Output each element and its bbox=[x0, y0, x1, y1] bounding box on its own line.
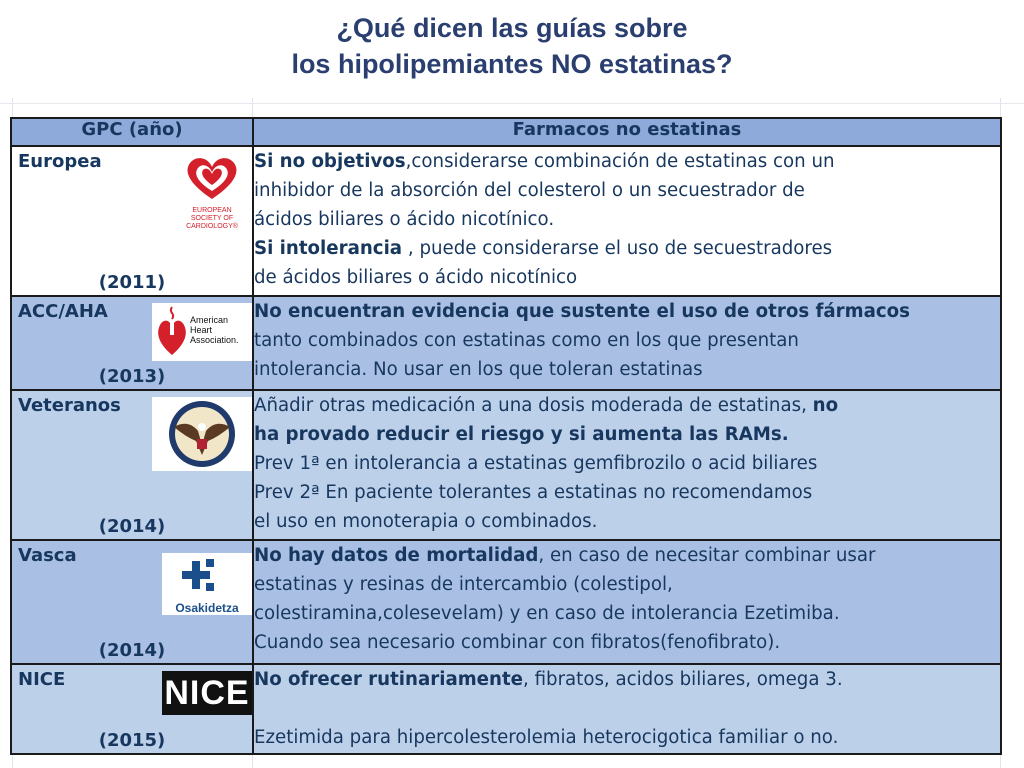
va-eagle-seal-logo-icon bbox=[152, 397, 252, 471]
guide-cell bbox=[11, 296, 253, 390]
text-bold: No hay datos de mortalidad bbox=[254, 545, 539, 566]
logo-text: EUROPEAN bbox=[192, 207, 232, 214]
table-row-veteranos bbox=[11, 390, 1001, 540]
text-line: estatinas y resinas de intercambio (colestipol, bbox=[254, 574, 673, 595]
guide-cell bbox=[11, 146, 253, 296]
aha-torch-heart-logo-icon bbox=[152, 303, 252, 361]
text-line: Prev 1ª en intolerancia a estatinas gemfibrozilo o acid biliares bbox=[254, 453, 818, 474]
guidelines-table bbox=[10, 117, 1002, 755]
guide-cell bbox=[11, 540, 253, 664]
text-line: inhibidor de la absorción del colesterol o un secuestrador de bbox=[254, 180, 805, 201]
logo-text: Heart bbox=[190, 325, 213, 335]
text-line: colestiramina,colesevelam) y en caso de intolerancia Ezetimiba. bbox=[254, 603, 840, 624]
guide-year: (2011) bbox=[98, 272, 166, 293]
guide-name: NICE bbox=[18, 669, 66, 690]
guide-name: Europea bbox=[18, 151, 102, 172]
text-line: Prev 2ª En paciente tolerantes a estatinas no recomendamos bbox=[254, 482, 813, 503]
text-bold: No ofrecer rutinariamente bbox=[254, 669, 523, 690]
text-line bbox=[254, 391, 1000, 420]
logo-text: NICE bbox=[164, 674, 250, 712]
drugs-cell bbox=[253, 664, 1001, 754]
text-line bbox=[254, 665, 1000, 694]
guide-year: (2013) bbox=[98, 366, 166, 387]
text-line: Ezetimida para hipercolesterolemia heterocigotica familiar o no. bbox=[254, 727, 839, 748]
text-line bbox=[254, 297, 1000, 326]
text-bold: Si intolerancia bbox=[254, 238, 403, 259]
header-farmacos: Farmacos no estatinas bbox=[253, 118, 1001, 146]
drugs-cell bbox=[253, 540, 1001, 664]
logo-text: Osakidetza bbox=[175, 601, 239, 615]
table-row-europea bbox=[11, 146, 1001, 296]
logo-text: Association. bbox=[190, 335, 239, 345]
table-row-acc-aha bbox=[11, 296, 1001, 390]
text-normal: ,considerarse combinación de estatinas con un bbox=[405, 151, 835, 172]
text-normal: , fibratos, acidos biliares, omega 3. bbox=[523, 669, 843, 690]
text-normal: , en caso de necesitar combinar usar bbox=[538, 545, 876, 566]
esc-heart-logo-icon bbox=[178, 153, 246, 231]
text-line: el uso en monoterapia o combinados. bbox=[254, 511, 598, 532]
text-line bbox=[254, 420, 1000, 449]
text-bold: Si no objetivos bbox=[254, 151, 406, 172]
table-row-nice bbox=[11, 664, 1001, 754]
text-bold: No encuentran evidencia que sustente el uso de otros fármacos bbox=[254, 301, 910, 322]
text-normal: , puede considerarse el uso de secuestradores bbox=[402, 238, 833, 259]
guide-cell bbox=[11, 664, 253, 754]
drugs-cell bbox=[253, 296, 1001, 390]
osakidetza-logo-icon bbox=[162, 553, 252, 615]
text-line bbox=[254, 234, 1000, 263]
logo-text: SOCIETY OF bbox=[190, 215, 234, 222]
logo-text: CARDIOLOGY® bbox=[186, 223, 238, 230]
text-normal: Añadir otras medicación a una dosis moderada de estatinas, bbox=[254, 395, 813, 416]
logo-text: American bbox=[190, 315, 229, 325]
text-bold: ha provado reducir el riesgo y si aumenta las RAMs. bbox=[254, 424, 789, 445]
guide-year: (2014) bbox=[98, 640, 166, 661]
text-line: intolerancia. No usar en los que toleran estatinas bbox=[254, 359, 703, 380]
guide-name: Vasca bbox=[18, 545, 77, 566]
text-line bbox=[254, 694, 1000, 723]
slide-title bbox=[0, 10, 1024, 82]
drugs-cell bbox=[253, 146, 1001, 296]
guide-year: (2014) bbox=[98, 516, 166, 537]
text-bold: no bbox=[812, 395, 839, 416]
text-line: ácidos biliares o ácido nicotínico. bbox=[254, 209, 555, 230]
text-line: tanto combinados con estatinas como en los que presentan bbox=[254, 330, 799, 351]
guide-year: (2015) bbox=[98, 730, 166, 751]
text-line: de ácidos biliares o ácido nicotínico bbox=[254, 267, 578, 288]
drugs-cell bbox=[253, 390, 1001, 540]
title-line-1: ¿Qué dicen las guías sobre bbox=[336, 13, 688, 43]
title-line-2: los hipolipemiantes NO estatinas? bbox=[291, 49, 733, 79]
text-line: Cuando sea necesario combinar con fibratos(fenofibrato). bbox=[254, 632, 781, 653]
guide-cell bbox=[11, 390, 253, 540]
guide-name: Veteranos bbox=[18, 395, 121, 416]
table-row-vasca bbox=[11, 540, 1001, 664]
text-line bbox=[254, 147, 1000, 176]
nice-logo-icon bbox=[162, 671, 252, 715]
text-line bbox=[254, 541, 1000, 570]
header-gpc: GPC (año) bbox=[11, 118, 253, 146]
guide-name: ACC/AHA bbox=[18, 301, 108, 322]
table-header-row bbox=[11, 118, 1001, 146]
